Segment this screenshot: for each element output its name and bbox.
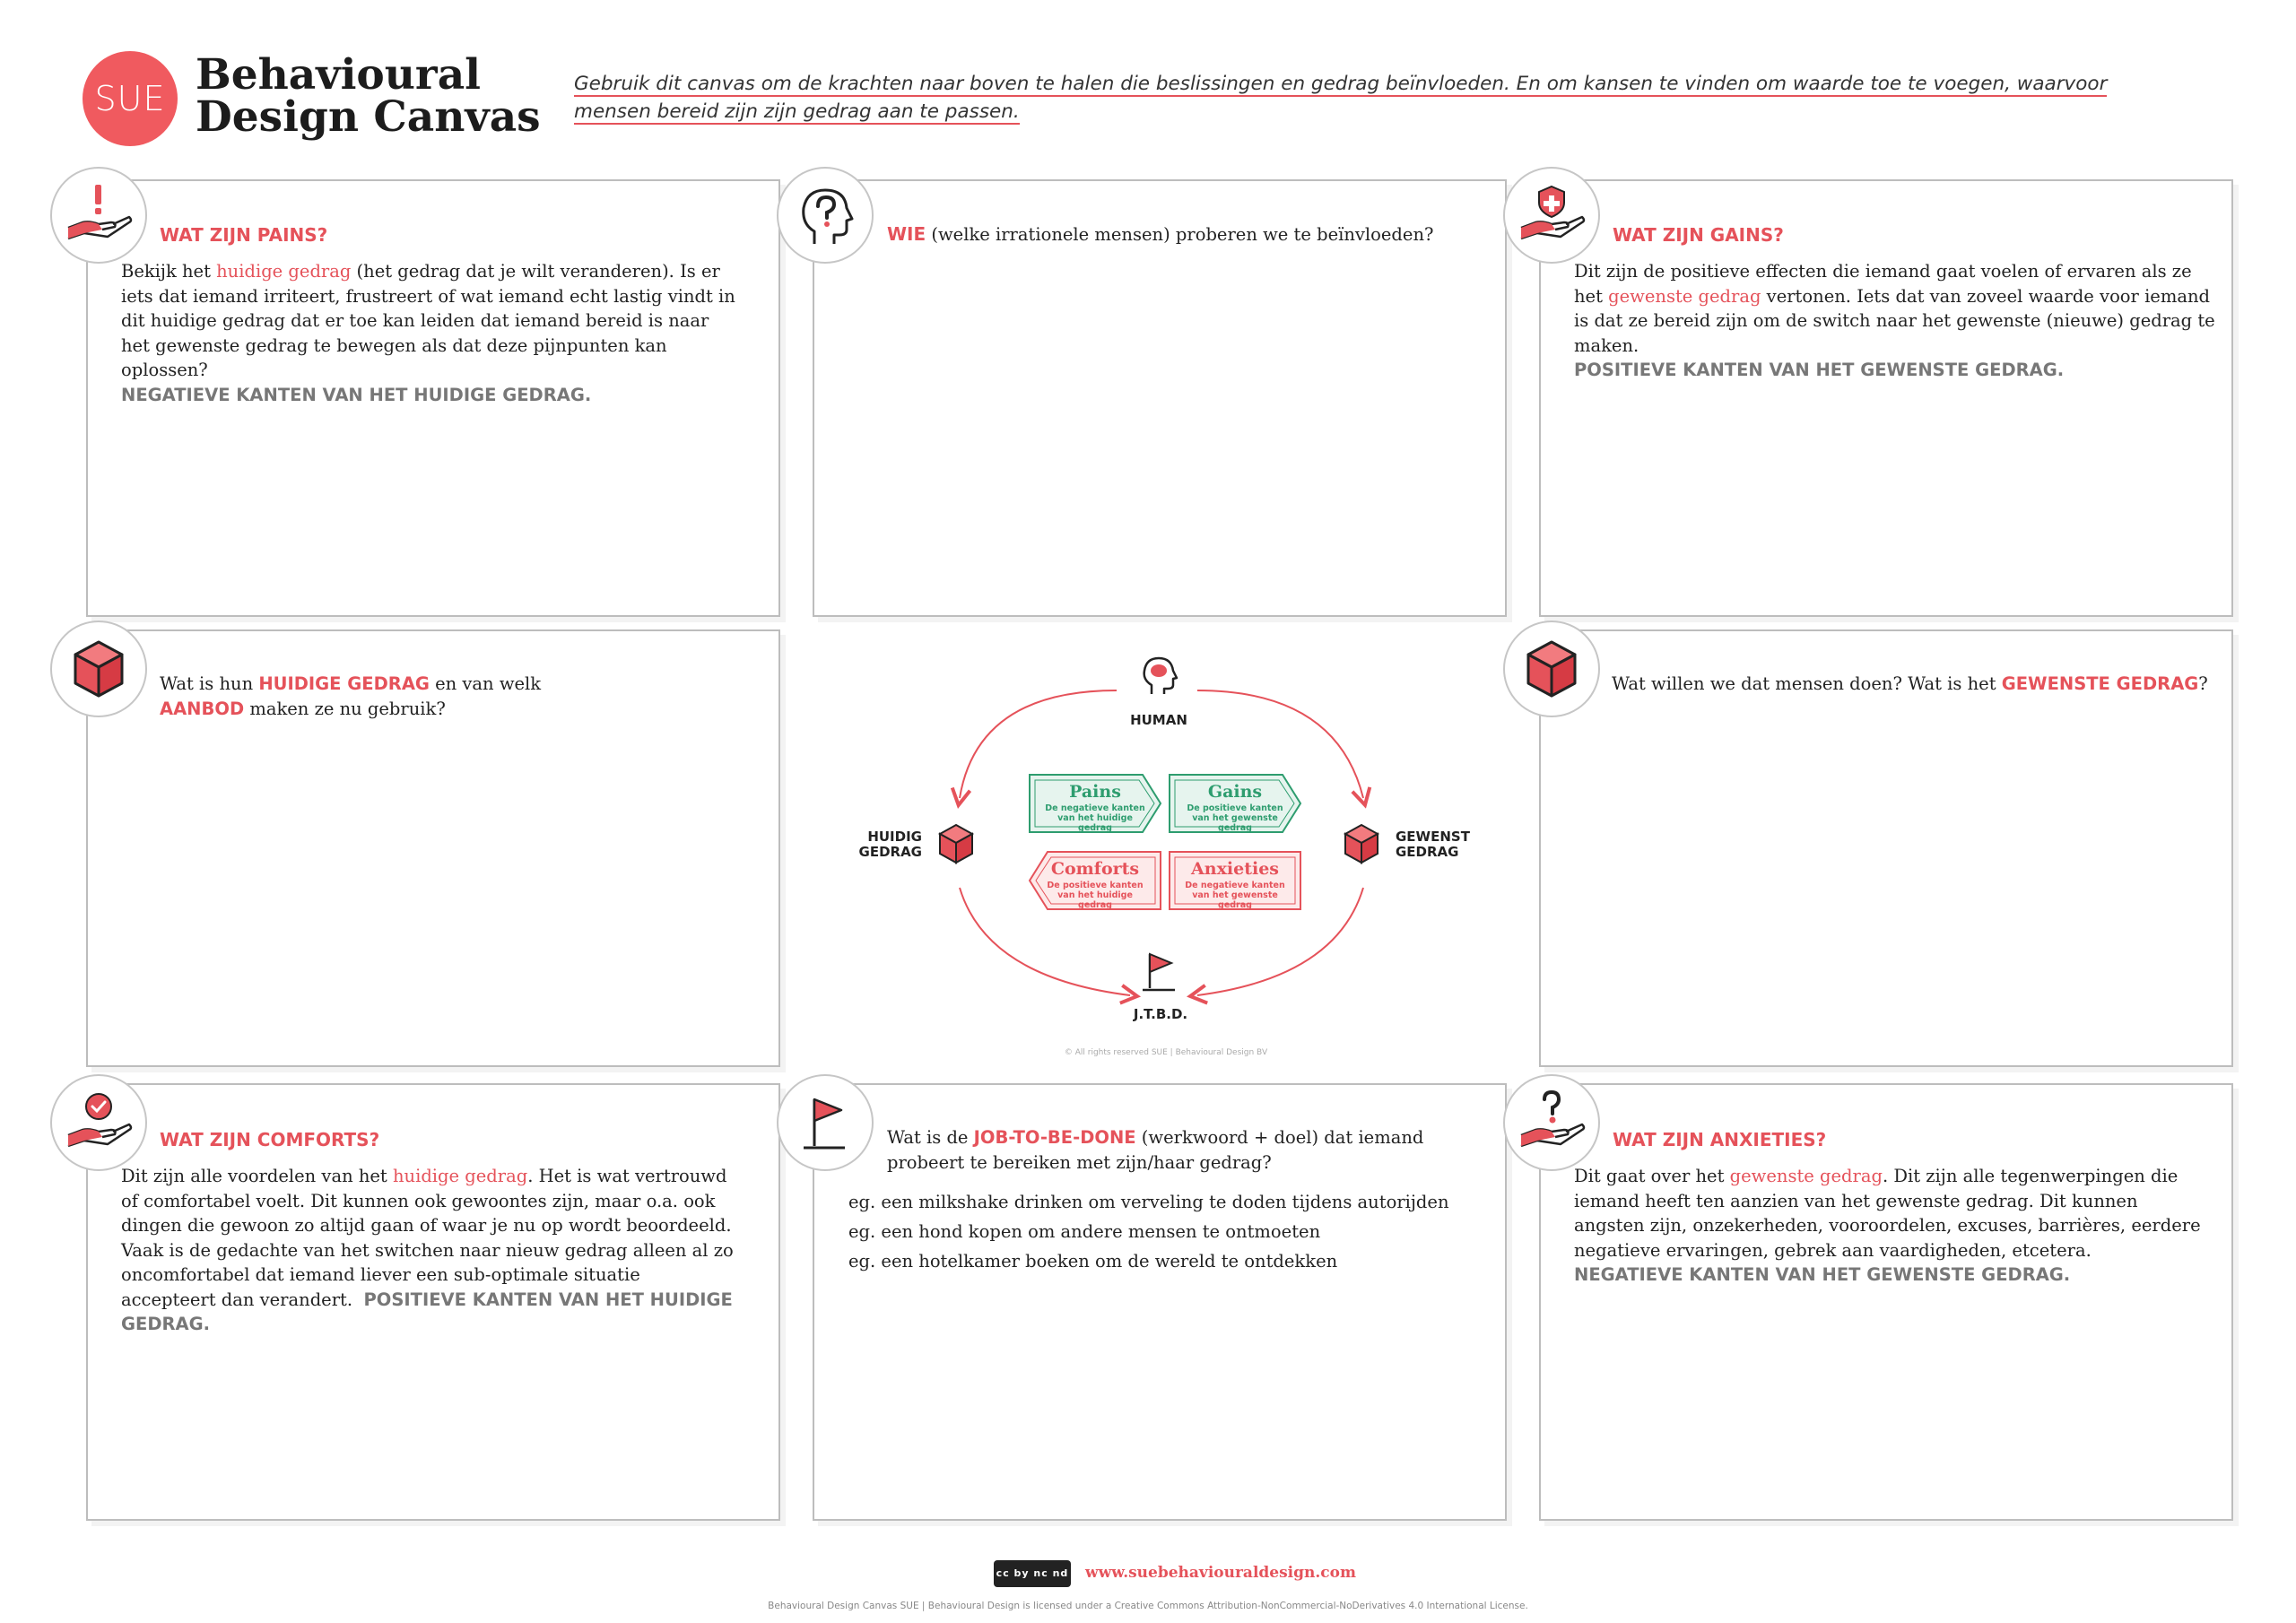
comforts-caps: POSITIEVE KANTEN VAN HET HUIDIGE GEDRAG.: [121, 1289, 733, 1334]
tag-anxieties-title: Anxieties: [1191, 859, 1279, 879]
hand-check-icon: [63, 1087, 135, 1159]
current-highlight-2: AANBOD: [160, 699, 245, 719]
comforts-title: WAT ZIJN COMFORTS?: [160, 1129, 380, 1150]
intro-sentence: Gebruik dit canvas om de krachten naar boven te halen die beslissingen en gedrag beïnvloeden. En om kansen te vinden om waarde toe te voegen, waarvoor mensen bereid zijn zijn gedrag aan te passen.: [574, 73, 2108, 123]
comforts-highlight: huidige gedrag: [392, 1166, 528, 1186]
tag-anxieties-sub: De negatieve kanten van het gewenste gedrag: [1185, 881, 1285, 910]
gains-icon-circle: [1503, 167, 1600, 264]
tag-comforts-sub: De positieve kanten van het huidige gedrag: [1047, 881, 1144, 910]
tag-gains: [1168, 773, 1302, 834]
hand-question-icon: [1516, 1087, 1587, 1159]
logo-text: SUE: [94, 79, 166, 118]
who-question: WIE (welke irrationele mensen) proberen we te beïnvloeden?: [887, 223, 1434, 245]
diagram-copyright: © All rights reserved SUE | Behavioural Design BV: [1064, 1048, 1268, 1057]
jtbd-flag-icon: [1141, 950, 1180, 995]
desired-highlight: GEWENSTE GEDRAG: [2001, 673, 2199, 694]
title-line-1: Behavioural: [196, 50, 482, 100]
anxieties-body: Dit gaat over het gewenste gedrag. Dit zijn alle tegenwerpingen die iemand heeft ten aanzien van het gewenste gedrag. Dit kunnen angsten zijn, onzekerheden, vooroordelen, excuses, barrières, eerdere negatieve ervaringen, gebrek aan vaardigheden, etcetera. NEGATIEVE KANTEN VAN HET GEWENSTE GEDRAG.: [1574, 1166, 2201, 1285]
sue-logo: [83, 51, 178, 146]
hand-exclamation-icon: [63, 179, 135, 251]
pains-highlight: huidige gedrag: [216, 261, 352, 282]
tag-pains: [1028, 773, 1162, 834]
anxieties-caps: NEGATIEVE KANTEN VAN HET GEWENSTE GEDRAG.: [1574, 1264, 2071, 1285]
comforts-body: Dit zijn alle voordelen van het huidige gedrag. Het is wat vertrouwd of comfortabel voelt. Dit kunnen ook gewoontes zijn, maar o.a. ook dingen die gewoon zo altijd gaan of waar je nu op wordt beoordeeld. Vaak is de gedachte van het switchen naar nieuw gedrag alleen al zo oncomfortabel dat iemand liever een sub-optimale situatie accepteert dan verandert. POSITIEVE KANTEN VAN HET HUIDIGE GEDRAG.: [121, 1166, 734, 1334]
jtbd-label: J.T.B.D.: [1133, 1006, 1188, 1022]
title-line-2: Design Canvas: [196, 92, 541, 142]
who-icon-circle: [777, 167, 874, 264]
cube-icon: [1516, 633, 1587, 705]
tag-comforts-title: Comforts: [1050, 859, 1140, 879]
gains-body: Dit zijn de positieve effecten die iemand gaat voelen of ervaren als ze het gewenste gedrag vertonen. Iets dat van zoveel waarde voor iemand is dat ze bereid zijn om de switch naar het gewenste (nieuwe) gedrag te maken. POSITIEVE KANTEN VAN HET GEWENSTE GEDRAG.: [1574, 261, 2215, 380]
jtbd-highlight: JOB-TO-BE-DONE: [973, 1127, 1136, 1148]
desired-question: Wat willen we dat mensen doen? Wat is het GEWENSTE GEDRAG?: [1612, 673, 2208, 694]
cc-badge-text: cc by nc nd: [996, 1567, 1069, 1579]
tag-comforts: [1028, 850, 1162, 911]
cc-license-badge[interactable]: [994, 1560, 1071, 1587]
tag-pains-sub: De negatieve kanten van het huidige gedrag: [1045, 803, 1145, 833]
current-question: Wat is hun HUIDIGE GEDRAG en van welk AANBOD maken ze nu gebruik?: [160, 673, 542, 719]
jtbd-icon-circle: [777, 1074, 874, 1171]
jtbd-question: Wat is de JOB-TO-BE-DONE (werkwoord + doel) dat iemand probeert te bereiken met zijn/haar gedrag?: [887, 1127, 1424, 1173]
huidig-cube-icon: [935, 821, 978, 866]
jtbd-examples: [848, 1187, 1521, 1276]
jtbd-example-3: eg. een hotelkamer boeken om de wereld te ontdekken: [848, 1251, 1338, 1271]
anxieties-icon-circle: [1503, 1074, 1600, 1171]
cube-icon: [63, 633, 135, 705]
human-label: HUMAN: [1130, 712, 1187, 728]
comforts-icon-circle: [50, 1074, 147, 1171]
jtbd-example-1: eg. een milkshake drinken om verveling te doden tijdens autorijden: [848, 1192, 1449, 1212]
who-title: WIE: [887, 223, 926, 245]
tag-gains-title: Gains: [1207, 782, 1263, 802]
gains-highlight: gewenste gedrag: [1608, 285, 1761, 307]
current-highlight-1: HUIDIGE GEDRAG: [258, 673, 430, 694]
page-title: [196, 50, 541, 142]
head-question-icon: [789, 179, 861, 251]
pains-body: Bekijk het huidige gedrag (het gedrag dat je wilt veranderen). Is er iets dat iemand irriteert, frustreert of wat iemand echt lastig vindt in dit huidige gedrag dat er toe kan leiden dat iemand bereid is naar het gewenste gedrag te bewegen als dat deze pijnpunten kan oplossen? NEGATIEVE KANTEN VAN HET HUIDIGE GEDRAG.: [121, 261, 735, 405]
jtbd-example-2: eg. een hond kopen om andere mensen te ontmoeten: [848, 1221, 1321, 1242]
gains-title: WAT ZIJN GAINS?: [1613, 224, 1784, 246]
gewenst-gedrag-label: GEWENST GEDRAG: [1396, 829, 1470, 860]
human-brain-icon: [1137, 655, 1180, 698]
flag-icon: [789, 1087, 861, 1159]
pains-icon-circle: [50, 167, 147, 264]
desired-icon-circle: [1503, 621, 1600, 717]
website-link[interactable]: www.suebehaviouraldesign.com: [1085, 1564, 1356, 1582]
tag-anxieties: [1168, 850, 1302, 911]
current-icon-circle: [50, 621, 147, 717]
pains-caps: NEGATIEVE KANTEN VAN HET HUIDIGE GEDRAG.: [121, 384, 592, 405]
huidig-gedrag-label: HUIDIG GEDRAG: [858, 829, 922, 860]
hand-shield-icon: [1516, 179, 1587, 251]
pains-title: WAT ZIJN PAINS?: [160, 224, 328, 246]
anxieties-title: WAT ZIJN ANXIETIES?: [1613, 1129, 1827, 1150]
tag-gains-sub: De positieve kanten van het gewenste gedrag: [1187, 803, 1283, 833]
gewenst-cube-icon: [1340, 821, 1383, 866]
license-text: Behavioural Design Canvas SUE | Behavioural Design is licensed under a Creative Commons Attribution-NonCommercial-NoDerivatives 4.0 International License.: [768, 1601, 1528, 1611]
anxieties-highlight: gewenste gedrag: [1729, 1166, 1883, 1186]
intro-text: [574, 70, 2170, 126]
gains-caps: POSITIEVE KANTEN VAN HET GEWENSTE GEDRAG.: [1574, 360, 2065, 380]
tag-pains-title: Pains: [1069, 782, 1121, 802]
